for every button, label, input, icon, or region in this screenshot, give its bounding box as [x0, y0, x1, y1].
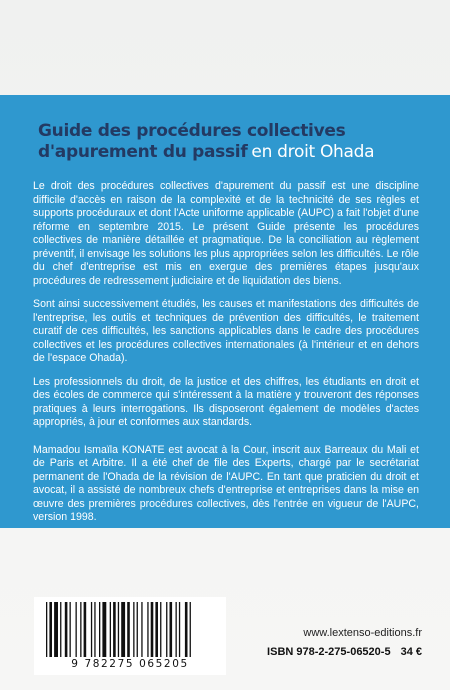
paragraph-intro: Le droit des procédures collectives d'apurement du passif est une discipline difficile d'accès en raison de la complexité et de la technicité de ses règles et supports procéduraux et dont l'Acte uniforme applicable (AUPC) a fait l'objet d'une réforme en septembre 2015. Le présent Guide présente les procédures collectives de manière détaillée et pragmatique. De la conciliation au règlement préventif, il envisage les solutions les plus appropriées selon les difficultés. Le rôle du chef d'entreprise est mis en exergue des premières étapes jusqu'aux procédures de redressement judiciaire et de liquidation des biens. [33, 180, 419, 287]
title-line-1: Guide des procédures collectives [38, 121, 346, 141]
barcode-number: 9 782275 065205 [71, 658, 189, 670]
isbn-price-line [267, 646, 422, 658]
description [33, 180, 419, 535]
author-bio: Mamadou Ismaïla KONATE est avocat à la Cour, inscrit aux Barreaux du Mali et de Paris et Arbitre. Il a été chef de file des Experts, chargé par le secrétariat permanent de l'Ohada de la révision de l'AUPC. En tant que praticien du droit et avocat, il a assisté de nombreux chefs d'entreprise et entreprises dans la mise en œuvre des premières procédures collectives, dès l'entrée en vigueur de l'AUPC, version 1998. [33, 443, 419, 523]
title-accent: en droit Ohada [251, 142, 375, 162]
barcode-bars [46, 602, 212, 657]
barcode [34, 597, 226, 675]
title-line-2: d'apurement du passif [38, 142, 248, 162]
paragraph-audience: Les professionnels du droit, de la justice et des chiffres, les étudiants en droit et des écoles de commerce qui s'intéressent à la matière y trouveront des réponses pratiques à leurs interrogations. Ils disposeront également de modèles d'actes appropriés, à jour et conformes aux standards. [33, 375, 419, 428]
price: 34 € [400, 646, 422, 658]
book-title [38, 121, 438, 163]
isbn: ISBN 978-2-275-06520-5 [267, 646, 391, 658]
publisher-website[interactable]: www.lextenso-editions.fr [303, 627, 422, 639]
paragraph-topics: Sont ainsi successivement étudiés, les causes et manifestations des difficultés de l'entreprise, les outils et techniques de prévention des difficultés, le traitement curatif de ces difficultés, les sanctions applicables dans le cadre des procédures collectives et les procédures collectives internationales (à l'intérieur et en dehors de l'espace Ohada). [33, 298, 419, 364]
